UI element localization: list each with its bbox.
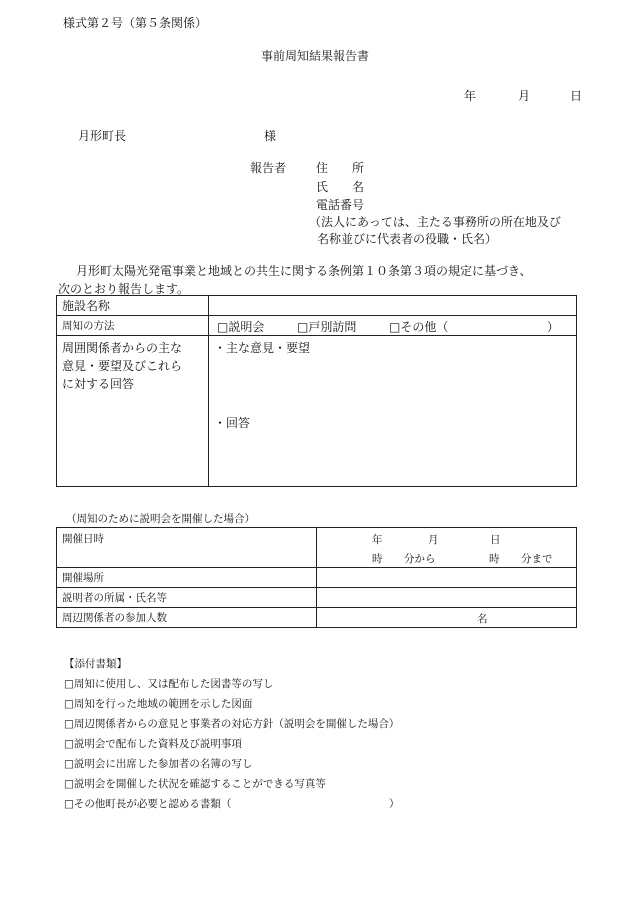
- briefing-hour-from: 時: [372, 552, 383, 565]
- participants-value[interactable]: [317, 608, 577, 628]
- reporter-label: 報告者: [250, 161, 287, 175]
- opinions-label-line2: 意見・要望及びこれら: [62, 359, 183, 373]
- page-title: 事前周知結果報告書: [260, 49, 369, 63]
- briefing-month: 月: [428, 533, 439, 546]
- answer-item: ・回答: [214, 416, 251, 430]
- briefing-min-to: 分まで: [521, 552, 553, 565]
- attachment-item: □説明会に出席した参加者の名簿の写し: [64, 758, 253, 770]
- attachment-item: □周知に使用し、又は配布した図書等の写し: [64, 678, 274, 690]
- opinions-item: ・主な意見・要望: [214, 341, 311, 355]
- briefing-year: 年: [372, 533, 383, 546]
- name-label: 氏 名: [316, 180, 365, 194]
- date-value[interactable]: [317, 528, 577, 568]
- phone-label: 電話番号: [316, 198, 365, 212]
- report-table: [56, 295, 577, 487]
- facility-label: 施設名称: [57, 296, 209, 316]
- opinions-value[interactable]: [209, 336, 577, 487]
- intro-line2: 次のとおり報告します。: [58, 282, 190, 296]
- attachment-item-close: ）: [389, 798, 400, 810]
- intro-line1: 月形町太陽光発電事業と地域との共生に関する条例第１０条第３項の規定に基づき、: [76, 264, 532, 278]
- place-label: 開催場所: [57, 568, 317, 588]
- attachment-item: □その他町長が必要と認める書類（: [64, 798, 232, 810]
- opinions-label-line3: に対する回答: [62, 377, 135, 391]
- date-month: 月: [518, 89, 531, 103]
- attachment-item: □説明会を開催した状況を確認することができる写真等: [64, 778, 326, 790]
- address-label: 住 所: [316, 161, 365, 175]
- date-day: 日: [570, 89, 583, 103]
- briefing-heading: （周知のために説明会を開催した場合）: [66, 513, 255, 525]
- presenter-label: 説明者の所属・氏名等: [57, 588, 317, 608]
- option-other-close: ）: [547, 319, 560, 334]
- reporter-note-line2: 名称並びに代表者の役職・氏名）: [317, 232, 498, 246]
- method-options: [209, 316, 577, 336]
- presenter-value[interactable]: [317, 588, 577, 608]
- option-other[interactable]: □その他（: [389, 319, 449, 334]
- opinions-label: [57, 336, 209, 487]
- briefing-min-from: 分から: [404, 552, 436, 565]
- opinions-label-line1: 周囲関係者からの主な: [62, 341, 183, 355]
- date-label: 開催日時: [57, 528, 317, 568]
- place-value[interactable]: [317, 568, 577, 588]
- attachment-item: □周知を行った地域の範囲を示した図面: [64, 698, 253, 710]
- form-number: 様式第２号（第５条関係）: [63, 16, 208, 30]
- briefing-hour-to: 時: [489, 552, 500, 565]
- attachment-item: □周辺関係者からの意見と事業者の対応方針（説明会を開催した場合）: [64, 718, 400, 730]
- method-label: 周知の方法: [57, 316, 209, 336]
- reporter-note-line1: （法人にあっては、主たる事務所の所在地及び: [309, 215, 561, 229]
- option-briefing[interactable]: □説明会: [217, 319, 265, 334]
- participants-unit: 名: [477, 612, 488, 625]
- attachment-item: □説明会で配布した資料及び説明事項: [64, 738, 242, 750]
- facility-value[interactable]: [209, 296, 577, 316]
- date-year: 年: [464, 89, 477, 103]
- briefing-day: 日: [490, 533, 501, 546]
- addressee-honorific: 様: [264, 129, 277, 143]
- briefing-table: [56, 527, 577, 628]
- option-door-to-door[interactable]: □戸別訪問: [297, 319, 357, 334]
- participants-label: 周辺関係者の参加人数: [57, 608, 317, 628]
- attachments-heading: 【添付書類】: [64, 658, 127, 670]
- addressee-name: 月形町長: [78, 129, 127, 143]
